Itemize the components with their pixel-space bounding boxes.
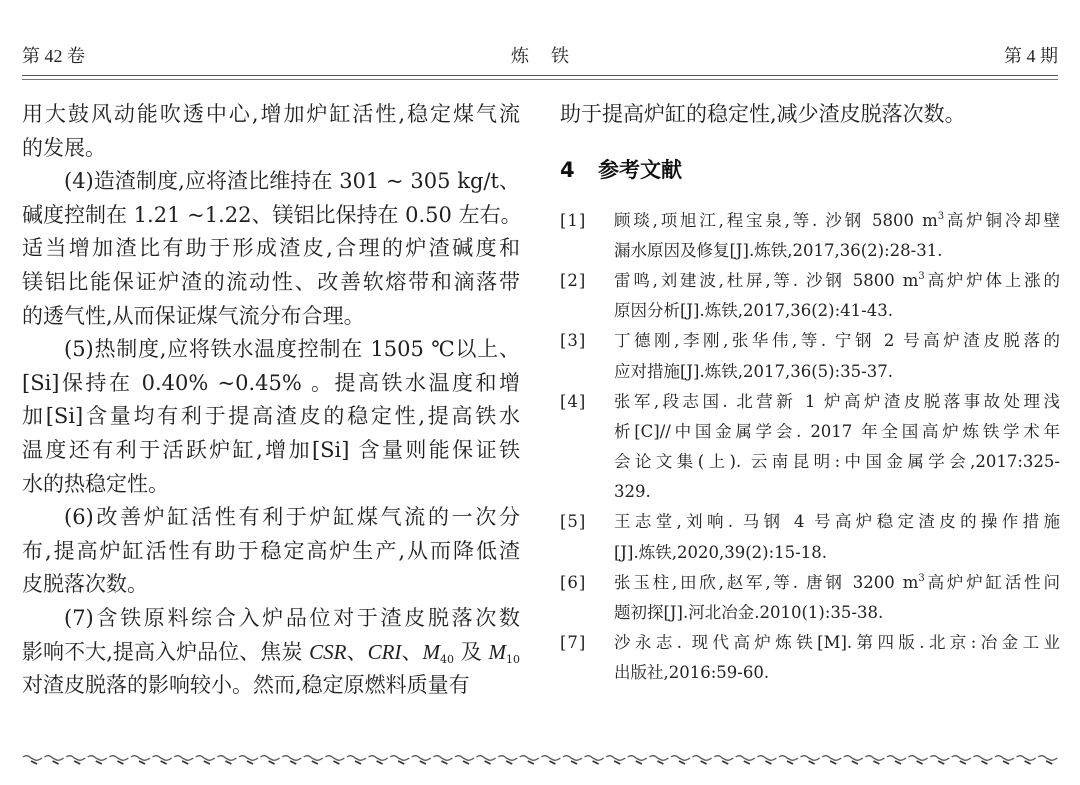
text-line: (6)改善炉缸活性有利于炉缸煤气流的一次分 [64,505,520,530]
reference-line: 析[C]//中国金属学会. 2017 年全国高炉炼铁学术年 [614,421,1060,441]
issue-label: 第 4 期 [1004,46,1058,66]
reference-number: [5] [560,512,587,532]
reference-number: [6] [560,572,587,592]
reference-number: [7] [560,633,587,653]
text-line: 适当增加渣比有助于形成渣皮,合理的炉渣碱度和 [22,236,520,261]
math-csr: CSR [309,639,347,664]
continuation-paragraph [560,98,1060,132]
separator: 、 [401,639,423,664]
section-heading-references [560,150,1060,190]
text-line: 助于提高炉缸的稳定性,减少渣皮脱落次数。 [560,102,966,126]
reference-text: 雷鸣,刘建波,杜屏,等. 沙钢 5800 m [614,270,919,290]
reference-text: 张玉柱,田欣,赵军,等. 唐钢 3200 m [614,572,919,592]
separator: 、 [346,639,368,664]
reference-number: [2] [560,270,587,290]
text-line: [Si]保持在 0.40% ~0.45% 。提高铁水温度和增 [22,370,520,395]
reference-item [560,387,1060,508]
reference-item [560,206,1060,266]
volume-label: 第 42 卷 [22,46,85,66]
reference-line: 应对措施[J].炼铁,2017,36(5):35-37. [614,361,893,381]
superscript: 3 [918,270,925,282]
right-column [560,98,1060,689]
text-line: 温度还有利于活跃炉缸,增加[Si] 含量则能保证铁 [22,437,520,462]
reference-item [560,628,1060,688]
math-cri: CRI [367,639,402,664]
header-double-rule [22,75,1058,80]
reference-line: 沙永志. 现代高炉炼铁[M].第四版.北京:冶金工业 [614,633,1060,653]
reference-number: [1] [560,210,587,230]
text-line: 水的热稳定性。 [22,471,169,496]
text-line: (4)造渣制度,应将渣比维持在 301 ~ 305 kg/t、 [64,169,520,194]
reference-line [614,206,1060,236]
journal-title: 炼铁 [511,46,591,66]
text-line: (5)热制度,应将铁水温度控制在 1505 ℃以上、 [64,337,520,362]
text-line: 的透气性,从而保证煤气流分布合理。 [22,303,365,328]
reference-number: [4] [560,391,587,411]
reference-text: 高炉铜冷却壁 [944,210,1061,230]
math-m10: M [488,639,507,664]
text-line: 用大鼓风动能吹透中心,增加炉缸活性,稳定煤气流 [22,102,520,126]
reference-line: 原因分析[J].炼铁,2017,36(2):41-43. [614,301,893,321]
text-line: 布,提高炉缸活性有助于稳定高炉生产,从而降低渣 [22,538,520,563]
reference-list [560,206,1060,689]
subscript-10: 10 [506,652,521,666]
reference-item [560,568,1060,628]
reference-line: 会论文集(上). 云南昆明:中国金属学会,2017:325- [614,452,1060,472]
reference-item [560,326,1060,386]
text-segment: 影响不大,提高入炉品位、焦炭 [22,639,310,664]
text-line: 的发展。 [22,135,106,160]
text-line: 对渣皮脱落的影响较小。然而,稳定原燃料质量有 [22,673,470,698]
reference-text: 顾琰,项旭江,程宝泉,等. 沙钢 5800 m [614,210,938,230]
reference-line: 出版社,2016:59-60. [614,663,770,683]
reference-line: 丁德刚,李刚,张华伟,等. 宁钢 2 号高炉渣皮脱落的 [614,331,1060,351]
reference-line: 王志堂,刘响. 马钢 4 号高炉稳定渣皮的操作措施 [614,512,1060,532]
reference-line: 329. [614,482,651,502]
text-line: (7)含铁原料综合入炉品位对于渣皮脱落次数 [64,605,520,630]
superscript: 3 [918,572,925,584]
text-line: 加[Si]含量均有利于提高渣皮的稳定性,提高铁水 [22,404,520,429]
reference-line: 漏水原因及修复[J].炼铁,2017,36(2):28-31. [614,240,943,260]
wavy-chain-border-icon [22,752,1058,766]
subscript-40: 40 [440,652,454,666]
math-m40: M [422,639,440,664]
text-line: 镁铝比能保证炉渣的流动性、改善软熔带和滴落带 [22,269,520,294]
text-line: 皮脱落次数。 [22,572,148,597]
section-number: 4 [560,157,575,182]
reference-line: 题初探[J].河北冶金.2010(1):35-38. [614,603,884,623]
text-line: 碱度控制在 1.21 ~1.22、镁铝比保持在 0.50 左右。 [22,202,522,227]
text-line-with-math [22,636,520,670]
reference-number: [3] [560,331,587,351]
reference-item [560,507,1060,567]
reference-line [614,568,1060,598]
reference-line: [J].炼铁,2020,39(2):15-18. [614,542,827,562]
reference-text: 高炉炉体上涨的 [924,270,1060,290]
section-title: 参考文献 [598,157,682,182]
reference-line: 张军,段志国. 北营新 1 炉高炉渣皮脱落事故处理浅 [614,391,1060,411]
reference-text: 高炉炉缸活性问 [924,572,1060,592]
running-header [22,42,1058,70]
left-column [22,98,520,703]
superscript: 3 [937,210,945,222]
reference-line [614,266,1060,296]
body-paragraphs [22,98,520,703]
reference-item [560,266,1060,326]
conjunction: 及 [454,639,489,664]
